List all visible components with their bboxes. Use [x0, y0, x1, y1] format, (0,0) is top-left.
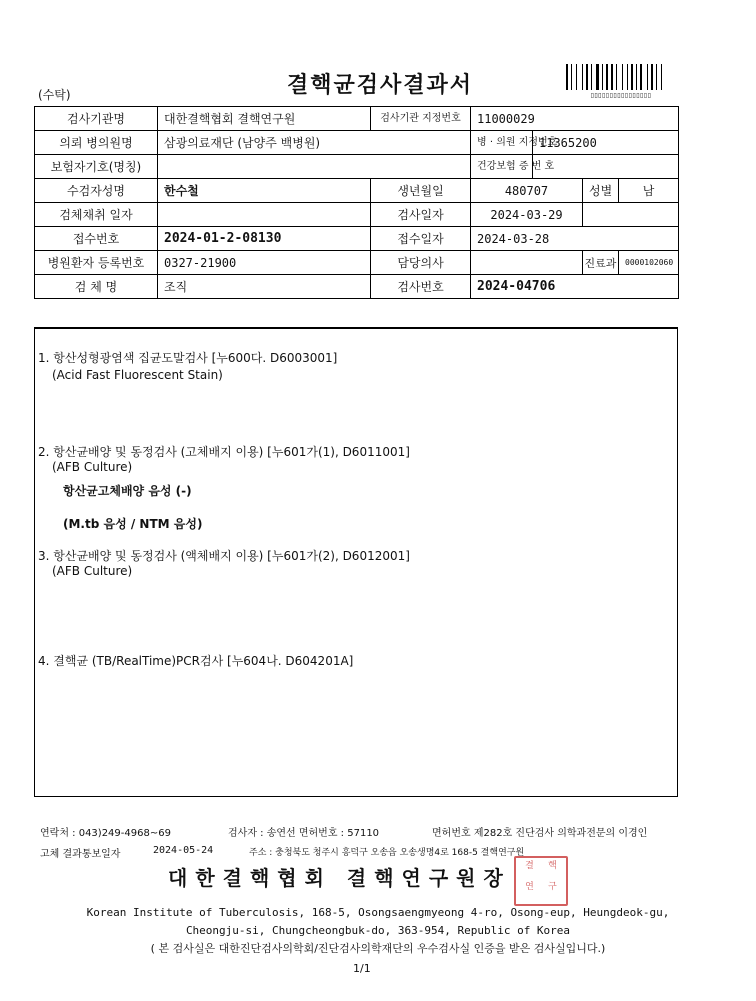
barcode-stripe	[566, 64, 568, 90]
physician-license: 면허번호 제282호 진단검사 의학과전문의 이경인	[432, 828, 648, 839]
report-date-label: 고체 결과통보일자	[40, 849, 121, 860]
collection-date-value	[158, 203, 371, 227]
barcode-stripe	[578, 64, 581, 90]
page-number: 1/1	[353, 962, 371, 975]
patient-info-table	[34, 106, 679, 299]
official-seal	[514, 856, 568, 906]
barcode-stripe	[640, 64, 642, 90]
specimen-value: 조직	[158, 275, 371, 299]
barcode-stripe	[661, 64, 662, 90]
info-row-registration	[35, 251, 679, 275]
barcode-stripe	[573, 64, 575, 90]
test2-english: (AFB Culture)	[52, 460, 133, 474]
barcode-stripe	[569, 64, 570, 90]
barcode-stripe	[629, 64, 630, 90]
barcode-stripe	[654, 64, 655, 90]
test3-english: (AFB Culture)	[52, 564, 133, 578]
insurance-no-label: 건강보험 증 번 호	[471, 155, 533, 179]
test-date-label: 검사일자	[371, 203, 471, 227]
receipt-date-label: 접수일자	[371, 227, 471, 251]
barcode-stripe	[638, 64, 639, 90]
barcode-stripe	[602, 64, 603, 90]
insurer-label: 보험자기호(명칭)	[35, 155, 158, 179]
barcode-stripe	[656, 64, 657, 90]
test4-title: 4. 결핵균 (TB/RealTime)PCR검사 [누604나. D604201A]	[38, 654, 354, 668]
lab-name-label: 검사기관명	[35, 107, 158, 131]
barcode-stripe	[593, 64, 595, 90]
collection-date-label: 검체채취 일자	[35, 203, 158, 227]
hospital-name-label: 의뢰 병의원명	[35, 131, 158, 155]
barcode-stripe	[649, 64, 650, 90]
barcode-stripe	[604, 64, 605, 90]
test2-title: 2. 항산균배양 및 동정검사 (고체배지 이용) [누601가(1), D6011001]	[38, 445, 410, 459]
contact-info: 연락처 : 043)249-4968~69	[40, 828, 171, 839]
lab-id-label: 검사기관 지정번호	[371, 107, 471, 131]
report-date-value: 2024-05-24	[153, 845, 214, 856]
receipt-no-value: 2024-01-2-08130	[158, 227, 371, 251]
test-date-value: 2024-03-29	[471, 203, 583, 227]
barcode-stripe	[631, 64, 633, 90]
hospital-id-value: 11365200	[533, 131, 679, 155]
seal-char: 핵	[548, 861, 557, 871]
insurance-no-value	[533, 155, 679, 179]
receipt-date-value: 2024-03-28	[471, 227, 679, 251]
barcode-stripe	[609, 64, 610, 90]
insurer-value	[158, 155, 471, 179]
registration-no-value: 0327-21900	[158, 251, 371, 275]
info-row-specimen	[35, 275, 679, 299]
barcode-stripe	[614, 64, 615, 90]
patient-name-label: 수검자성명	[35, 179, 158, 203]
info-row-dates	[35, 203, 679, 227]
examiner-info: 검사자 : 송연선 면허번호 : 57110	[228, 828, 380, 839]
birthdate-value: 480707	[471, 179, 583, 203]
barcode-stripe	[591, 64, 592, 90]
barcode-stripe	[627, 64, 628, 90]
sex-label: 성별	[583, 179, 619, 203]
english-address-line1: Korean Institute of Tuberculosis, 168-5, Osongsaengmyeong 4-ro, Osong-eup, Heungdeok-gu,	[86, 906, 670, 919]
test1-english: (Acid Fast Fluorescent Stain)	[52, 368, 223, 382]
barcode-stripe	[606, 64, 608, 90]
institute-address: 주소 : 충청북도 청주시 흥덕구 오송읍 오송생명4로 168-5 결핵연구원	[249, 848, 525, 858]
barcode-stripe	[600, 64, 601, 90]
barcode-stripe	[582, 64, 583, 90]
info-row-patient	[35, 179, 679, 203]
barcode-stripe	[571, 64, 572, 90]
barcode-stripe	[596, 64, 599, 90]
info-row-lab	[35, 107, 679, 131]
seal-char: 결	[525, 861, 534, 871]
birthdate-label: 생년월일	[371, 179, 471, 203]
test3-title: 3. 항산균배양 및 동정검사 (액체배지 이용) [누601가(2), D6012001]	[38, 549, 410, 563]
barcode-image	[566, 64, 676, 90]
seal-char: 연	[525, 882, 534, 892]
info-row-receipt	[35, 227, 679, 251]
barcode-stripe	[658, 64, 660, 90]
barcode-stripe	[663, 64, 664, 90]
barcode-stripe	[586, 64, 588, 90]
test2-result: 항산균고체배양 음성 (-)	[63, 484, 192, 498]
info-row-insurance	[35, 155, 679, 179]
hospital-id-label: 병 · 의원 지정번호	[471, 131, 533, 155]
empty-cell	[583, 203, 679, 227]
specimen-label: 검 체 명	[35, 275, 158, 299]
barcode-stripe	[636, 64, 637, 90]
barcode-stripe	[618, 64, 621, 90]
doctor-value	[471, 251, 583, 275]
info-row-hospital	[35, 131, 679, 155]
barcode-stripe	[576, 64, 577, 90]
lab-name-value: 대한결핵협회 결핵연구원	[158, 107, 371, 131]
hospital-name-value: 삼광의료재단 (남양주 백병원)	[158, 131, 471, 155]
department-label: 진료과	[583, 251, 619, 275]
barcode-stripe	[651, 64, 653, 90]
receipt-no-label: 접수번호	[35, 227, 158, 251]
barcode-stripe	[584, 64, 585, 90]
barcode-stripe	[643, 64, 646, 90]
test-no-value: 2024-04706	[471, 275, 679, 299]
barcode-stripe	[624, 64, 626, 90]
institute-name: 대한결핵협회 결핵연구원장	[168, 866, 511, 890]
department-value: 0000102060	[619, 251, 679, 275]
barcode-stripe	[647, 64, 648, 90]
results-section	[34, 327, 678, 797]
barcode-number: ▯▯▯▯▯▯▯▯▯▯▯▯▯▯▯▯	[590, 92, 652, 99]
copy-type-label: (수탁)	[38, 88, 71, 102]
barcode-stripe	[622, 64, 623, 90]
lab-id-value: 11000029	[471, 107, 679, 131]
test-no-label: 검사번호	[371, 275, 471, 299]
barcode-stripe	[634, 64, 635, 90]
certification-note: ( 본 검사실은 대한진단검사의학회/진단검사의학재단의 우수검사실 인증을 받은 검사실입니다.)	[150, 942, 606, 955]
test2-result-detail: (M.tb 음성 / NTM 음성)	[63, 517, 203, 531]
doctor-label: 담당의사	[371, 251, 471, 275]
english-address-line2: Cheongju-si, Chungcheongbuk-do, 363-954, Republic of Korea	[185, 924, 571, 937]
barcode-stripe	[589, 64, 590, 90]
barcode-stripe	[611, 64, 613, 90]
registration-no-label: 병원환자 등록번호	[35, 251, 158, 275]
patient-name-value: 한수철	[158, 179, 371, 203]
seal-char: 구	[548, 882, 557, 892]
sex-value: 남	[619, 179, 679, 203]
document-title: 결핵균검사결과서	[286, 73, 474, 98]
test1-title: 1. 항산성형광염색 집균도말검사 [누600다. D6003001]	[38, 351, 338, 365]
barcode-stripe	[616, 64, 617, 90]
